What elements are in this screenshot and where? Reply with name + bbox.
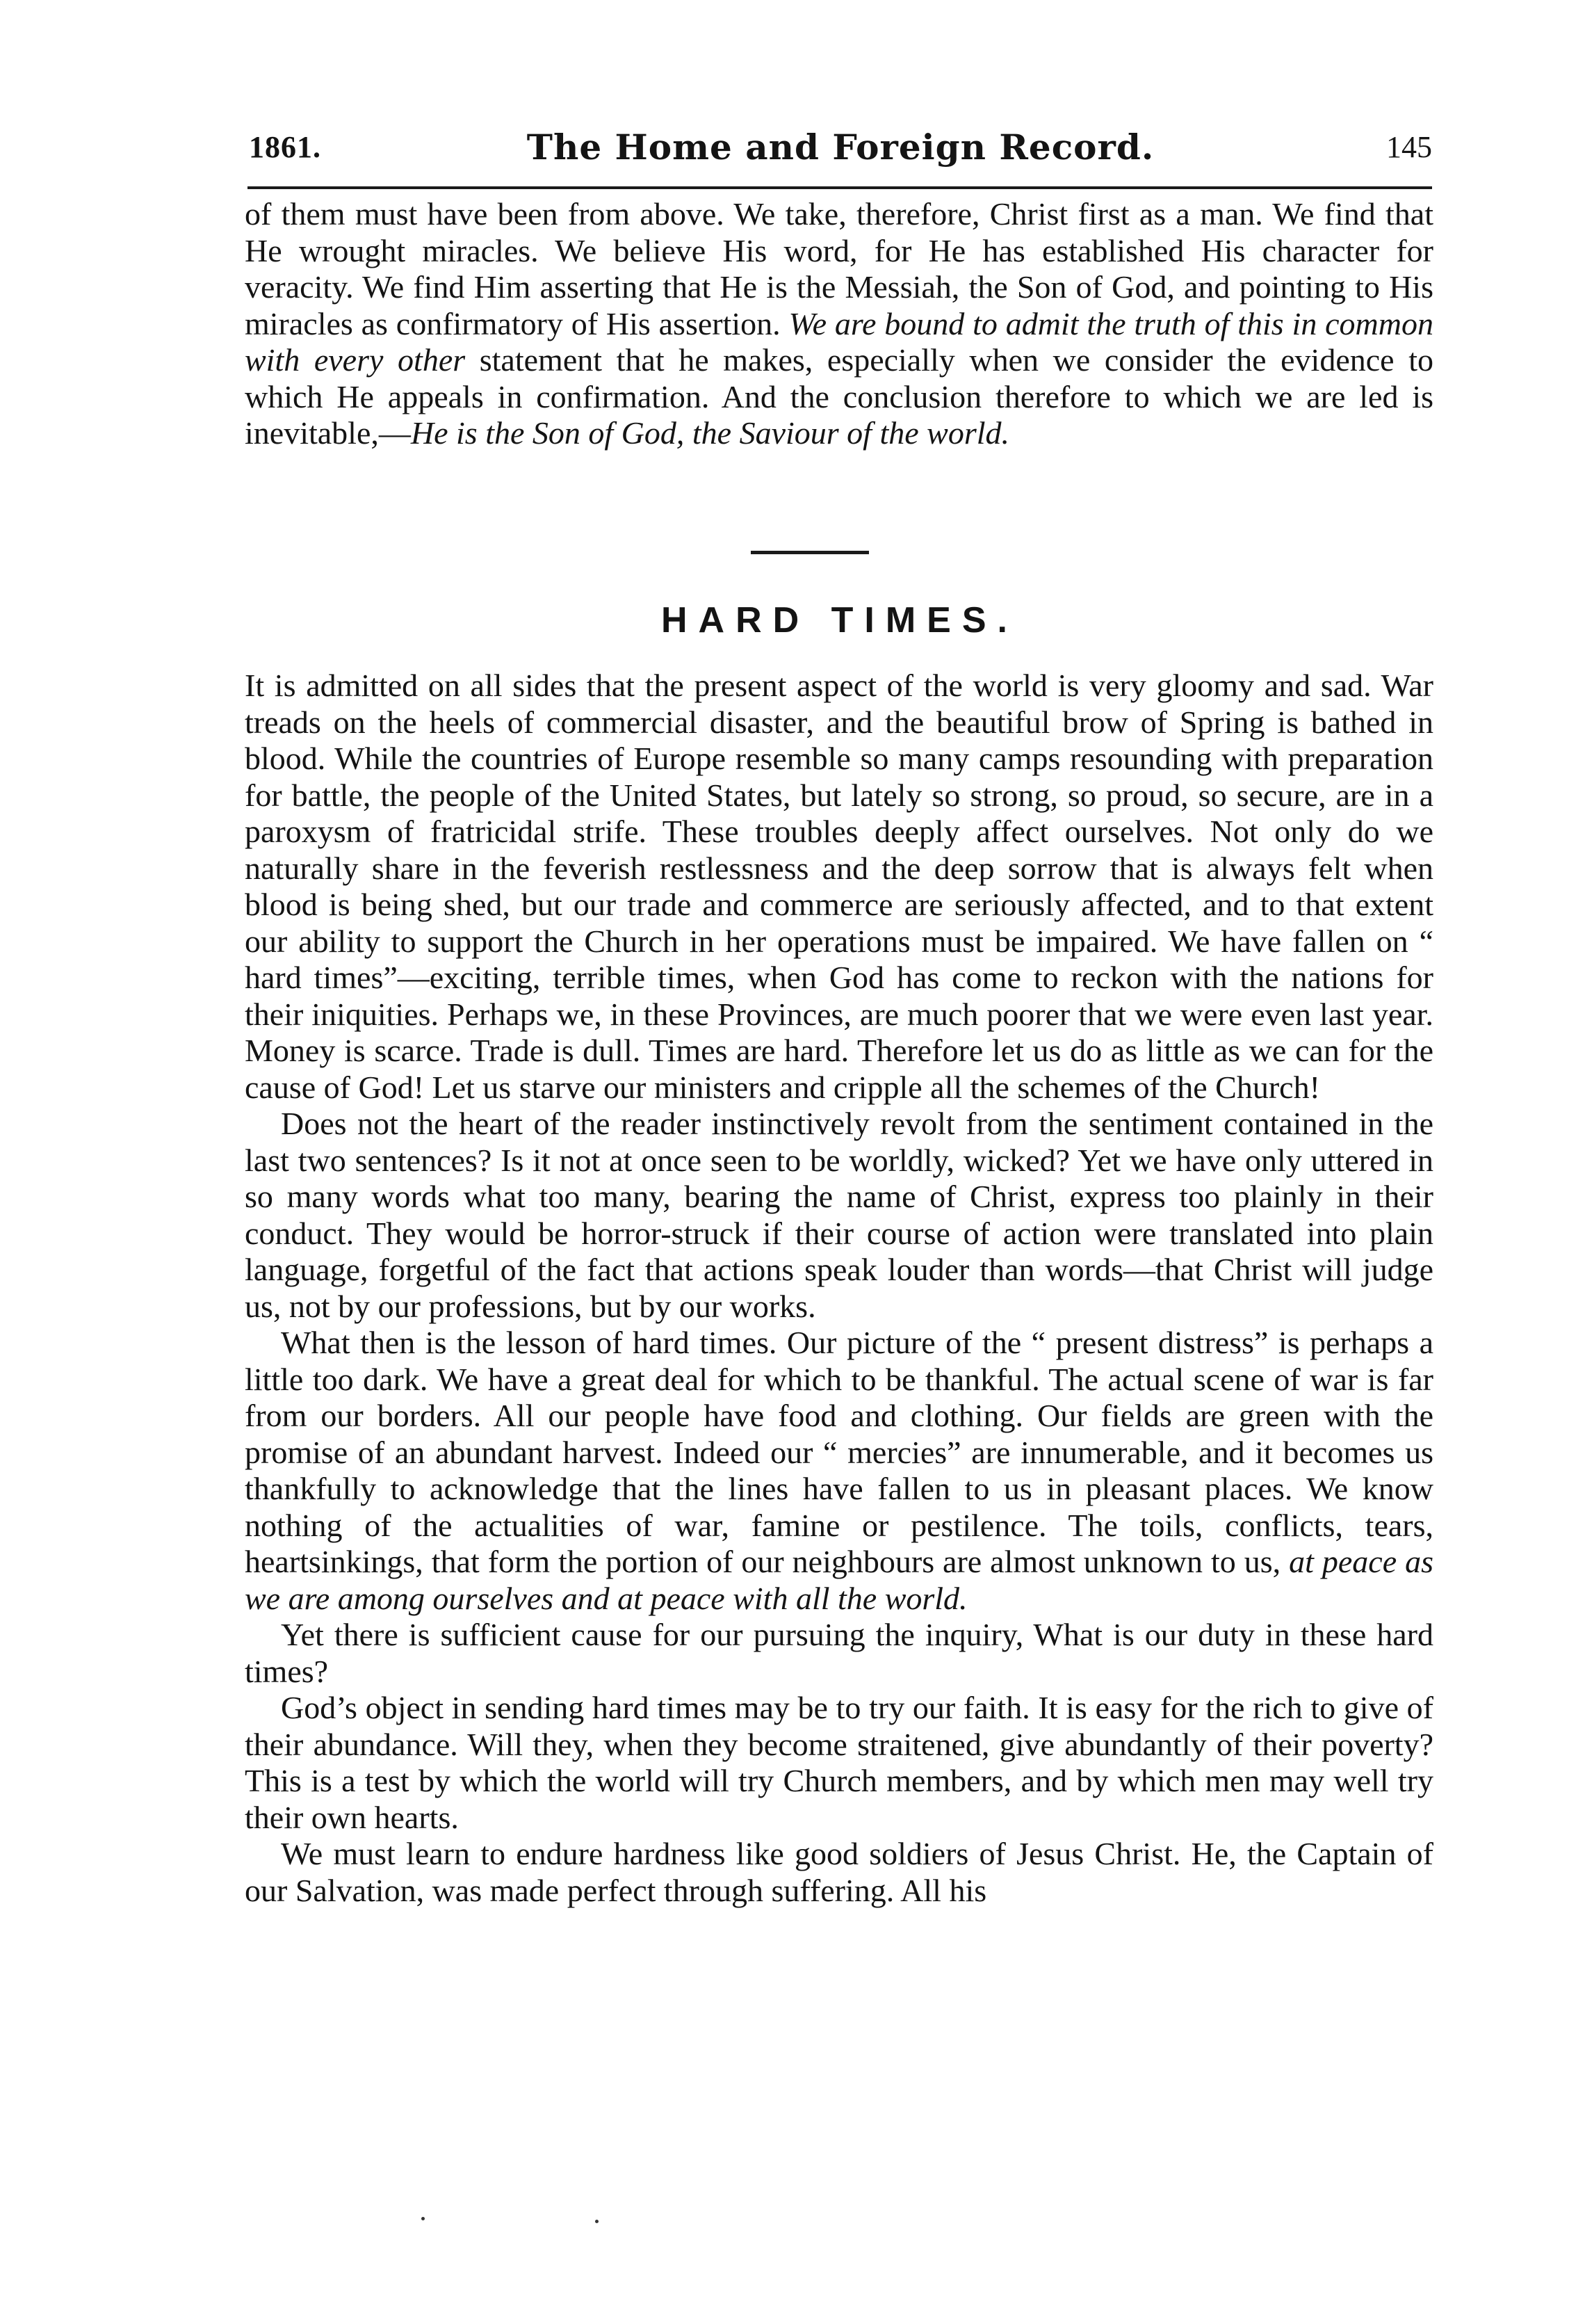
speck xyxy=(421,2217,425,2220)
lead-text-1: of them must have been from above. We take, therefore, Christ first as a man. We find that He wrought miracles. We believe His word, for He has established His character for veracity. We find Him asserting that He is the Messiah, the Son of God, and pointing to His miracles as confirmatory of His assertion. xyxy=(245,196,1433,341)
print-specks xyxy=(0,2211,1585,2239)
paragraph-4: Yet there is sufficient cause for our pursuing the inquiry, What is our duty in these hard times? xyxy=(245,1617,1433,1689)
lead-paragraph xyxy=(245,196,1433,452)
running-head-title: The Home and Foreign Record. xyxy=(526,127,1155,168)
paragraph-3-text: What then is the lesson of hard times. Our picture of the “ present distress” is perhaps a little too dark. We have a great deal for which to be thankful. The actual scene of war is far from our borders. All our people have food and clothing. Our fields are green with the promise of an abundant harvest. Indeed our “ mercies” are innumerable, and it becomes us thankfully to acknowledge that the lines have fallen to us in pleasant places. We know nothing of the actualities of war, famine or pestilence. The toils, conflicts, tears, heartsinkings, that form the portion of our neighbours are almost unknown to us, xyxy=(245,1325,1433,1579)
article-body xyxy=(245,668,1433,1909)
header-rule xyxy=(247,186,1432,189)
paragraph-1: It is admitted on all sides that the present aspect of the world is very gloomy and sad. War treads on the heels of commercial disaster, and the beautiful brow of Spring is bathed in blood. While the countries of Europe resemble so many camps resounding with preparation for battle, the people of the United States, but lately so strong, so proud, so secure, are in a paroxysm of fratricidal strife. These troubles deeply affect ourselves. Not only do we naturally share in the feverish restlessness and the deep sorrow that is always felt when blood is being shed, but our trade and commerce are seriously affected, and to that extent our ability to support the Church in her operations must be impaired. We have fallen on “ hard times”—exciting, terrible times, when God has come to reckon with the nations for their iniquities. Perhaps we, in these Provinces, are much poorer that we were even last year. Money is scarce. Trade is dull. Times are hard. Therefore let us do as little as we can for the cause of God! Let us starve our ministers and cripple all the schemes of the Church! xyxy=(245,668,1433,1105)
paragraph-2: Does not the heart of the reader instinctively revolt from the sentiment contained in the last two sentences? Is it not at once seen to be worldly, wicked? Yet we have only uttered in so many words what too many, bearing the name of Christ, express too plainly in their conduct. They would be horror-struck if their course of action were translated into plain language, forgetful of the fact that actions speak louder than words—that Christ will judge us, not by our professions, but by our works. xyxy=(245,1106,1433,1324)
section-separator-rule xyxy=(751,551,869,554)
lead-italic-2: He is the Son of God, the Saviour of the world. xyxy=(410,415,1010,451)
paragraph-5: God’s object in sending hard times may be to try our faith. It is easy for the rich to give of their abundance. Will they, when they become straitened, give abundantly of their poverty? This is a test by which the world will try Church members, and by which men may well try their own hearts. xyxy=(245,1690,1433,1835)
paragraph-3-italic: at peace as we are among ourselves and at peace with all the world. xyxy=(245,1544,1433,1616)
speck xyxy=(595,2220,599,2223)
running-head xyxy=(249,129,1432,185)
continued-paragraph xyxy=(245,196,1433,452)
lead-italic-1: We are bound to admit the truth of this in common with every other xyxy=(245,305,1433,378)
lead-text-2: statement that he makes, especially when we consider the evidence to which He appeals in confirmation. And the conclusion therefore to which we are led is inevitable,— xyxy=(245,342,1433,451)
section-title: HARD TIMES. xyxy=(661,600,1018,640)
running-head-year: 1861. xyxy=(249,130,321,164)
page-number: 145 xyxy=(1386,130,1432,164)
paragraph-6: We must learn to endure hardness like good soldiers of Jesus Christ. He, the Captain of our Salvation, was made perfect through suffering. All his xyxy=(245,1836,1433,1908)
paragraph-3 xyxy=(245,1325,1433,1617)
